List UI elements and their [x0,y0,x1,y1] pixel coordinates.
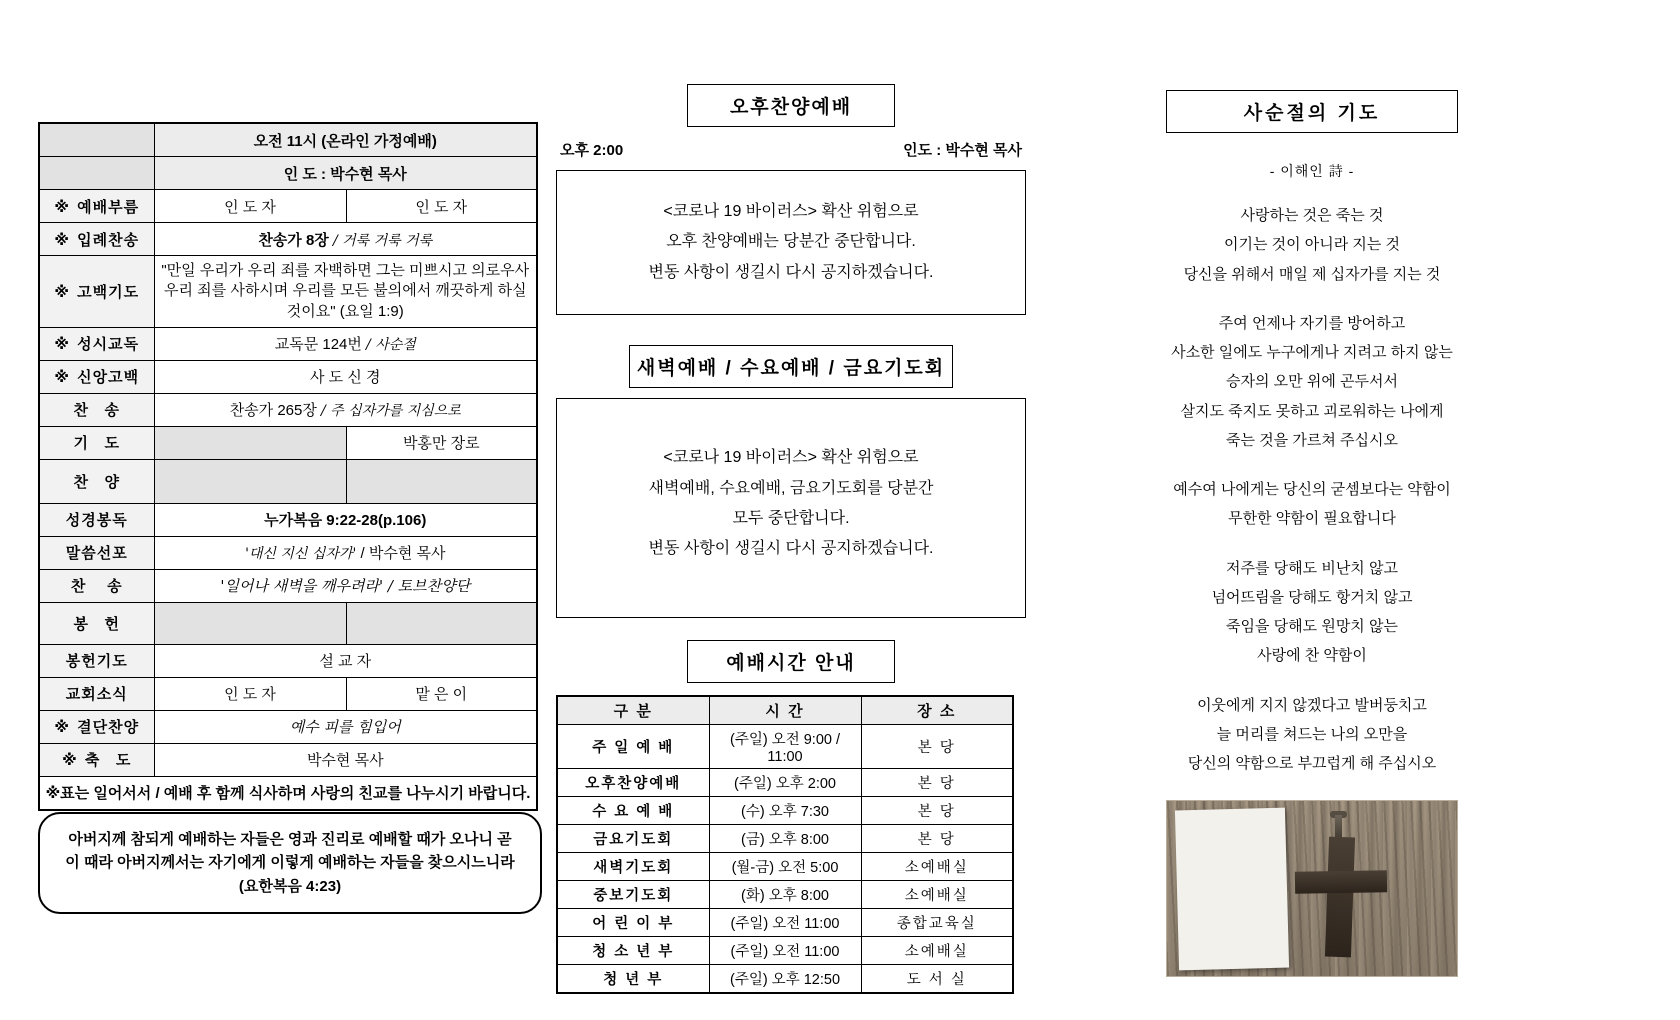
prayer-author: - 이해인 詩 - [1269,163,1355,179]
afternoon-notice-box [556,170,1026,315]
table-row [39,360,537,393]
lent-prayer-section [1152,90,1472,977]
poem-line: 당신의 약함으로 부끄럽게 해 주십시오 [1187,755,1437,772]
row-value-offering-blank-2 [346,602,537,644]
table-row [557,796,1013,824]
row-value-apostles-creed: 사 도 신 경 [154,360,537,393]
row-label-prayer: 기 도 [39,426,154,459]
row-label-sermon: 말씀선포 [39,536,154,569]
table-row [39,327,537,360]
row-value-benediction: 박수현 목사 [154,743,537,776]
order-footer-note: ※표는 일어서서 / 예배 후 함께 식사하며 사랑의 친교를 나누시기 바랍니다. [39,776,537,810]
bible-verse-box: 아버지께 참되게 예배하는 자들은 영과 진리로 예배할 때가 오나니 곧 이 때라 아버지께서는 자기에게 이렇게 예배하는 자들을 찾으시느니라 (요한복음 4:23) [38,812,542,914]
table-row [39,223,537,256]
middle-column [556,84,1026,994]
poem-stanza [1152,201,1472,289]
schedule-cell-category: 어 린 이 부 [557,908,709,936]
weekday-notice-line-2: 새벽예배, 수요예배, 금요기도회를 당분간 [648,479,934,497]
schedule-cell-place: 본 당 [861,796,1013,824]
schedule-cell-time: (주일) 오후 2:00 [709,768,861,796]
subheader-corner-cell [39,157,154,190]
poem-line: 늘 머리를 쳐드는 나의 오만을 [1216,725,1408,743]
weekday-notice-line-3: 모두 중단합니다. [732,509,850,527]
schedule-cell-time: (월-금) 오전 5:00 [709,852,861,880]
row-label-offering-prayer: 봉헌기도 [39,644,154,677]
afternoon-time-label: 오후 2:00 [560,142,624,159]
row-value-leader-2: 인 도 자 [346,190,537,223]
row-value-sermon: '대신 지신 십자가' / 박수현 목사 [154,536,537,569]
schedule-cell-category: 금요기도회 [557,824,709,852]
cross-horizontal-beam [1295,870,1387,894]
row-value-praise-blank-2 [346,459,537,503]
schedule-cell-category: 새벽기도회 [557,852,709,880]
table-row [39,602,537,644]
schedule-cell-place: 본 당 [861,824,1013,852]
row-value-responsive-reading: 교독문 124번 / 사순절 [154,327,537,360]
afternoon-service-meta [556,139,1026,160]
schedule-cell-category: 수 요 예 배 [557,796,709,824]
poem-line: 사랑에 찬 약함이 [1257,647,1367,665]
table-row [39,536,537,569]
table-row [39,190,537,223]
schedule-cell-category: 오후찬양예배 [557,768,709,796]
table-row [39,569,537,602]
row-value-announcements-2: 맡 은 이 [346,677,537,710]
row-value-announcements-1: 인 도 자 [154,677,346,710]
table-row [39,644,537,677]
table-row [39,459,537,503]
table-footer-row [39,776,537,810]
row-value-scripture: 누가복음 9:22-28(p.106) [154,503,537,536]
row-value-prayer-blank [154,426,346,459]
table-row [39,710,537,743]
schedule-cell-time: (주일) 오전 9:00 / 11:00 [709,724,861,768]
afternoon-leader-label: 인도 : 박수현 목사 [903,142,1022,159]
row-label-apostles-creed: ※ 신앙고백 [39,360,154,393]
row-label-call-to-worship: ※ 예배부름 [39,190,154,223]
row-value-hymn-2: '일어나 새벽을 깨우려라' / 토브찬양단 [154,569,537,602]
schedule-header-row [557,696,1013,725]
worship-order-section [38,122,538,811]
afternoon-notice-line-1: <코로나 19 바이러스> 확산 위험으로 [663,203,919,220]
service-schedule-table [556,695,1014,994]
row-value-offering-prayer: 설 교 자 [154,644,537,677]
poem-line: 사소한 일에도 누구에게나 지려고 하지 않는 [1171,344,1453,361]
poem-line: 예수여 나에게는 당신의 굳셈보다는 약함이 [1173,481,1451,498]
worship-order-table [38,122,538,811]
row-label-responsive-reading: ※ 성시교독 [39,327,154,360]
schedule-cell-category: 중보기도회 [557,880,709,908]
poem-stanza [1152,475,1472,534]
paper-sheet [1175,808,1289,971]
table-row [557,768,1013,796]
schedule-cell-category: 청 소 년 부 [557,936,709,964]
poem-line: 주여 언제나 자기를 방어하고 [1218,314,1406,332]
poem-line: 저주를 당해도 비난치 않고 [1226,559,1398,577]
schedule-cell-place: 본 당 [861,768,1013,796]
table-subheader-row [39,157,537,190]
schedule-cell-place: 본 당 [861,724,1013,768]
row-value-confession-prayer: "만일 우리가 우리 죄를 자백하면 그는 미쁘시고 의로우사 우리 죄를 사하시며 우리를 모든 불의에서 깨끗하게 하실 것이요" (요일 1:9) [154,256,537,328]
schedule-cell-time: (주일) 오전 11:00 [709,908,861,936]
schedule-cell-place: 소예배실 [861,936,1013,964]
table-row [39,677,537,710]
poem-line: 이기는 것이 아니라 지는 것 [1223,236,1401,254]
row-value-praise-blank-1 [154,459,346,503]
table-row [557,880,1013,908]
order-header-main: 오전 11시 (온라인 가정예배) [154,123,537,157]
schedule-col-category: 구 분 [557,696,709,725]
poem-stanza [1152,309,1472,455]
row-label-hymn-2: 찬 송 [39,569,154,602]
row-value-leader-1: 인 도 자 [154,190,346,223]
poem-line: 승자의 오만 위에 곤두서서 [1226,373,1398,391]
table-row [557,852,1013,880]
row-label-confession-prayer: ※ 고백기도 [39,256,154,328]
poem-line: 죽임을 당해도 원망치 않는 [1226,618,1398,635]
schedule-cell-time: (주일) 오후 12:50 [709,964,861,993]
table-row [557,936,1013,964]
row-value-closing-praise: 예수 피를 힘입어 [154,710,537,743]
row-label-closing-praise: ※ 결단찬양 [39,710,154,743]
row-label-scripture: 성경봉독 [39,503,154,536]
row-label-hymn-1: 찬 송 [39,393,154,426]
row-label-offering: 봉 헌 [39,602,154,644]
table-row [39,743,537,776]
schedule-cell-place: 소예배실 [861,880,1013,908]
schedule-col-place: 장 소 [861,696,1013,725]
prayer-title: 사순절의 기도 [1166,90,1458,133]
table-row [39,503,537,536]
table-header-row [39,123,537,157]
table-row [39,426,537,459]
afternoon-service-title: 오후찬양예배 [687,84,895,127]
cross-photo [1166,800,1458,977]
schedule-cell-category: 청 년 부 [557,964,709,993]
poem-line: 죽는 것을 가르쳐 주십시오 [1226,431,1398,449]
poem-line: 무한한 약함이 필요합니다 [1228,510,1396,528]
weekday-notice-box [556,398,1026,618]
schedule-cell-time: (주일) 오전 11:00 [709,936,861,964]
schedule-cell-category: 주 일 예 배 [557,724,709,768]
poem-stanza [1152,554,1472,671]
poem-line: 이웃에게 지지 않겠다고 발버둥치고 [1197,696,1427,714]
weekday-notice-line-1: <코로나 19 바이러스> 확산 위험으로 [663,449,919,467]
row-value-offering-blank-1 [154,602,346,644]
poem-line: 사랑하는 것은 죽는 것 [1240,207,1384,224]
poem-line: 살지도 죽지도 못하고 괴로워하는 나에게 [1180,402,1444,420]
row-label-benediction: ※ 축 도 [39,743,154,776]
table-row [39,256,537,328]
schedule-cell-time: (수) 오후 7:30 [709,796,861,824]
row-value-opening-hymn: 찬송가 8장 / 거룩 거룩 거룩 [154,223,537,256]
weekday-service-title: 새벽예배 / 수요예배 / 금요기도회 [629,345,953,388]
schedule-cell-place: 도 서 실 [861,964,1013,993]
schedule-cell-time: (화) 오후 8:00 [709,880,861,908]
weekday-notice-line-4: 변동 사항이 생길시 다시 공지하겠습니다. [648,540,934,558]
afternoon-notice-line-3: 변동 사항이 생길시 다시 공지하겠습니다. [648,263,934,281]
cross-vertical-beam [1325,837,1355,958]
poem-stanza [1152,691,1472,779]
row-value-hymn-1: 찬송가 265장 / 주 십자가를 지심으로 [154,393,537,426]
prayer-body [1152,201,1472,778]
poem-line: 당신을 위해서 매일 제 십자가를 지는 것 [1183,265,1441,283]
schedule-cell-time: (금) 오후 8:00 [709,824,861,852]
row-label-announcements: 교회소식 [39,677,154,710]
afternoon-notice-line-2: 오후 찬양예배는 당분간 중단합니다. [666,233,916,251]
schedule-col-time: 시 간 [709,696,861,725]
table-row [557,908,1013,936]
schedule-title: 예배시간 안내 [687,640,895,683]
row-label-praise: 찬 양 [39,459,154,503]
table-row [557,824,1013,852]
schedule-cell-place: 종합교육실 [861,908,1013,936]
schedule-cell-place: 소예배실 [861,852,1013,880]
table-row [557,964,1013,993]
row-value-prayer-person: 박홍만 장로 [346,426,537,459]
table-row [557,724,1013,768]
poem-line: 넘어뜨림을 당해도 항거치 않고 [1211,588,1413,606]
table-row [39,393,537,426]
header-corner-cell [39,123,154,157]
order-header-sub: 인 도 : 박수현 목사 [154,157,537,190]
row-label-opening-hymn: ※ 입례찬송 [39,223,154,256]
